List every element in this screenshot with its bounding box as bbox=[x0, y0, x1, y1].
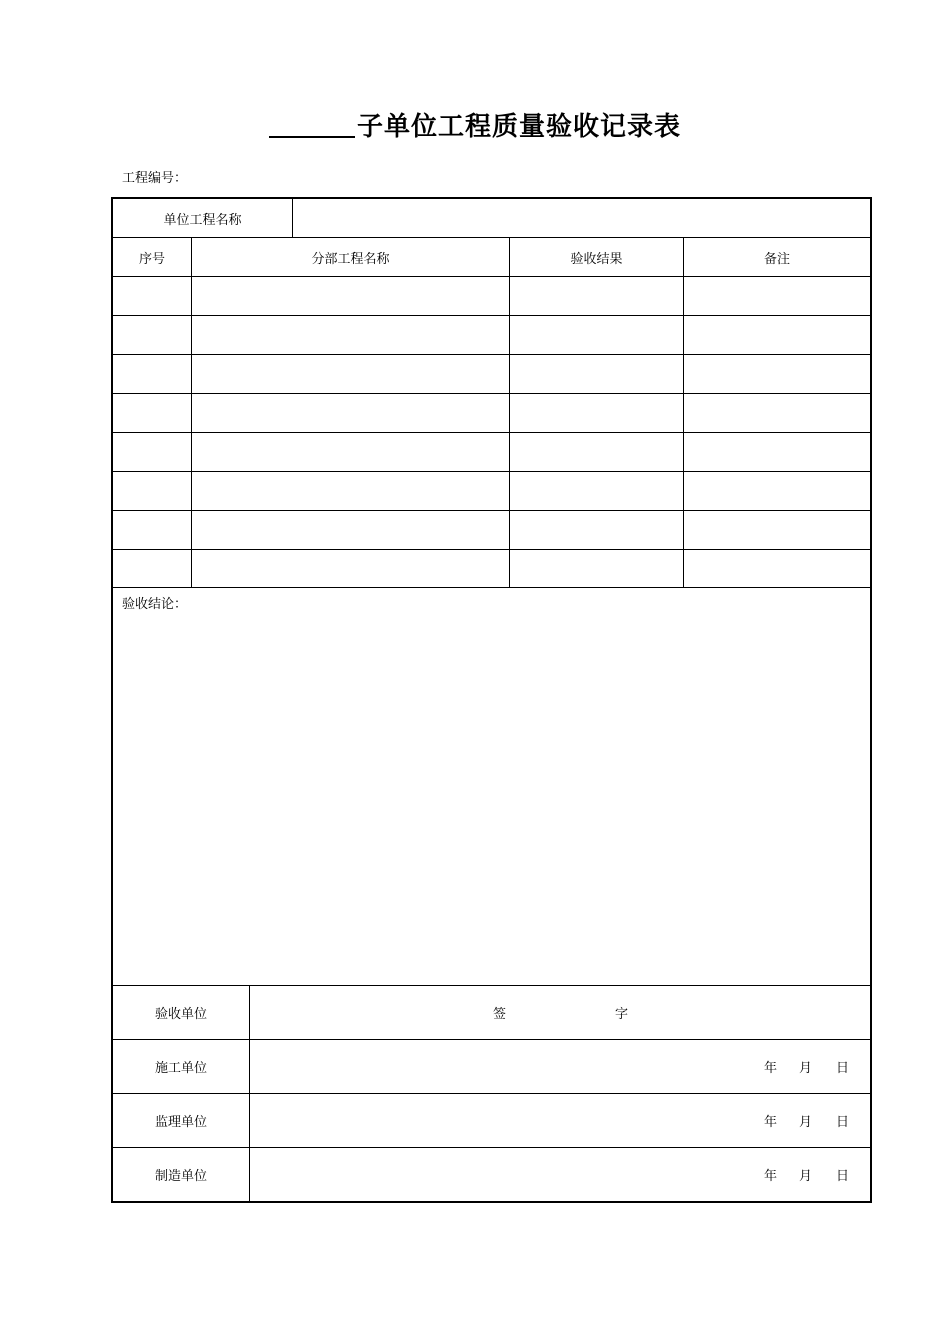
header-remark: 备注 bbox=[763, 251, 790, 267]
unit-name-row bbox=[113, 199, 870, 238]
unit-name-field[interactable] bbox=[293, 199, 870, 237]
acceptance-record-form bbox=[111, 197, 872, 1203]
row-seq-cell[interactable] bbox=[113, 316, 191, 354]
row-seq-cell[interactable] bbox=[113, 511, 191, 549]
manufacturer-unit-label: 制造单位 bbox=[154, 1169, 207, 1184]
title-blank-line[interactable] bbox=[269, 112, 355, 138]
row-result-cell[interactable] bbox=[510, 394, 683, 432]
date-year-label: 年 bbox=[763, 1169, 777, 1184]
construction-unit-row bbox=[113, 1040, 870, 1094]
header-result: 验收结果 bbox=[570, 251, 623, 267]
row-remark-cell[interactable] bbox=[684, 433, 870, 471]
row-seq-cell[interactable] bbox=[113, 277, 191, 315]
date-day-label: 日 bbox=[835, 1169, 849, 1184]
row-name-cell[interactable] bbox=[192, 394, 509, 432]
supervision-unit-date bbox=[764, 1094, 849, 1147]
table-header-row bbox=[113, 238, 870, 277]
table-row bbox=[113, 511, 870, 550]
table-row bbox=[113, 277, 870, 316]
row-result-cell[interactable] bbox=[510, 277, 683, 315]
row-remark-cell[interactable] bbox=[684, 277, 870, 315]
row-seq-cell[interactable] bbox=[113, 433, 191, 471]
date-month-label: 月 bbox=[798, 1169, 812, 1184]
row-result-cell[interactable] bbox=[510, 472, 683, 510]
construction-unit-date bbox=[764, 1040, 849, 1093]
date-year-label: 年 bbox=[763, 1115, 777, 1130]
row-result-cell[interactable] bbox=[510, 316, 683, 354]
construction-unit-label: 施工单位 bbox=[154, 1061, 207, 1076]
row-seq-cell[interactable] bbox=[113, 355, 191, 393]
row-name-cell[interactable] bbox=[192, 316, 509, 354]
row-result-cell[interactable] bbox=[510, 511, 683, 549]
manufacturer-unit-row bbox=[113, 1148, 870, 1201]
sign-char-1: 签 bbox=[493, 1007, 507, 1022]
row-result-cell[interactable] bbox=[510, 355, 683, 393]
row-name-cell[interactable] bbox=[192, 550, 509, 587]
title-text: 子单位工程质量验收记录表 bbox=[356, 112, 681, 142]
date-day-label: 日 bbox=[835, 1115, 849, 1130]
row-result-cell[interactable] bbox=[510, 433, 683, 471]
row-name-cell[interactable] bbox=[192, 511, 509, 549]
row-remark-cell[interactable] bbox=[684, 355, 870, 393]
row-name-cell[interactable] bbox=[192, 472, 509, 510]
header-division-name: 分部工程名称 bbox=[311, 251, 390, 267]
supervision-unit-label: 监理单位 bbox=[154, 1115, 207, 1130]
manufacturer-unit-date bbox=[764, 1148, 849, 1201]
row-seq-cell[interactable] bbox=[113, 394, 191, 432]
row-remark-cell[interactable] bbox=[684, 550, 870, 587]
conclusion-label: 验收结论： bbox=[122, 597, 188, 612]
conclusion-area[interactable] bbox=[113, 588, 870, 986]
table-row bbox=[113, 316, 870, 355]
date-year-label: 年 bbox=[763, 1061, 777, 1076]
row-seq-cell[interactable] bbox=[113, 472, 191, 510]
row-name-cell[interactable] bbox=[192, 277, 509, 315]
date-month-label: 月 bbox=[798, 1115, 812, 1130]
acceptance-header-row bbox=[113, 986, 870, 1040]
sign-char-2: 字 bbox=[615, 1007, 629, 1022]
row-name-cell[interactable] bbox=[192, 355, 509, 393]
row-seq-cell[interactable] bbox=[113, 550, 191, 587]
row-remark-cell[interactable] bbox=[684, 316, 870, 354]
date-month-label: 月 bbox=[798, 1061, 812, 1076]
signature-header bbox=[493, 986, 628, 1039]
table-row bbox=[113, 355, 870, 394]
header-seq: 序号 bbox=[138, 251, 165, 267]
date-day-label: 日 bbox=[835, 1061, 849, 1076]
page-title bbox=[0, 106, 950, 143]
table-row bbox=[113, 550, 870, 588]
project-number-label: 工程编号： bbox=[122, 171, 188, 186]
row-result-cell[interactable] bbox=[510, 550, 683, 587]
acceptance-unit-header: 验收单位 bbox=[154, 1007, 207, 1022]
table-row bbox=[113, 394, 870, 433]
supervision-unit-row bbox=[113, 1094, 870, 1148]
row-remark-cell[interactable] bbox=[684, 511, 870, 549]
unit-name-label: 单位工程名称 bbox=[163, 212, 242, 228]
row-name-cell[interactable] bbox=[192, 433, 509, 471]
row-remark-cell[interactable] bbox=[684, 394, 870, 432]
row-remark-cell[interactable] bbox=[684, 472, 870, 510]
table-row bbox=[113, 433, 870, 472]
table-row bbox=[113, 472, 870, 511]
